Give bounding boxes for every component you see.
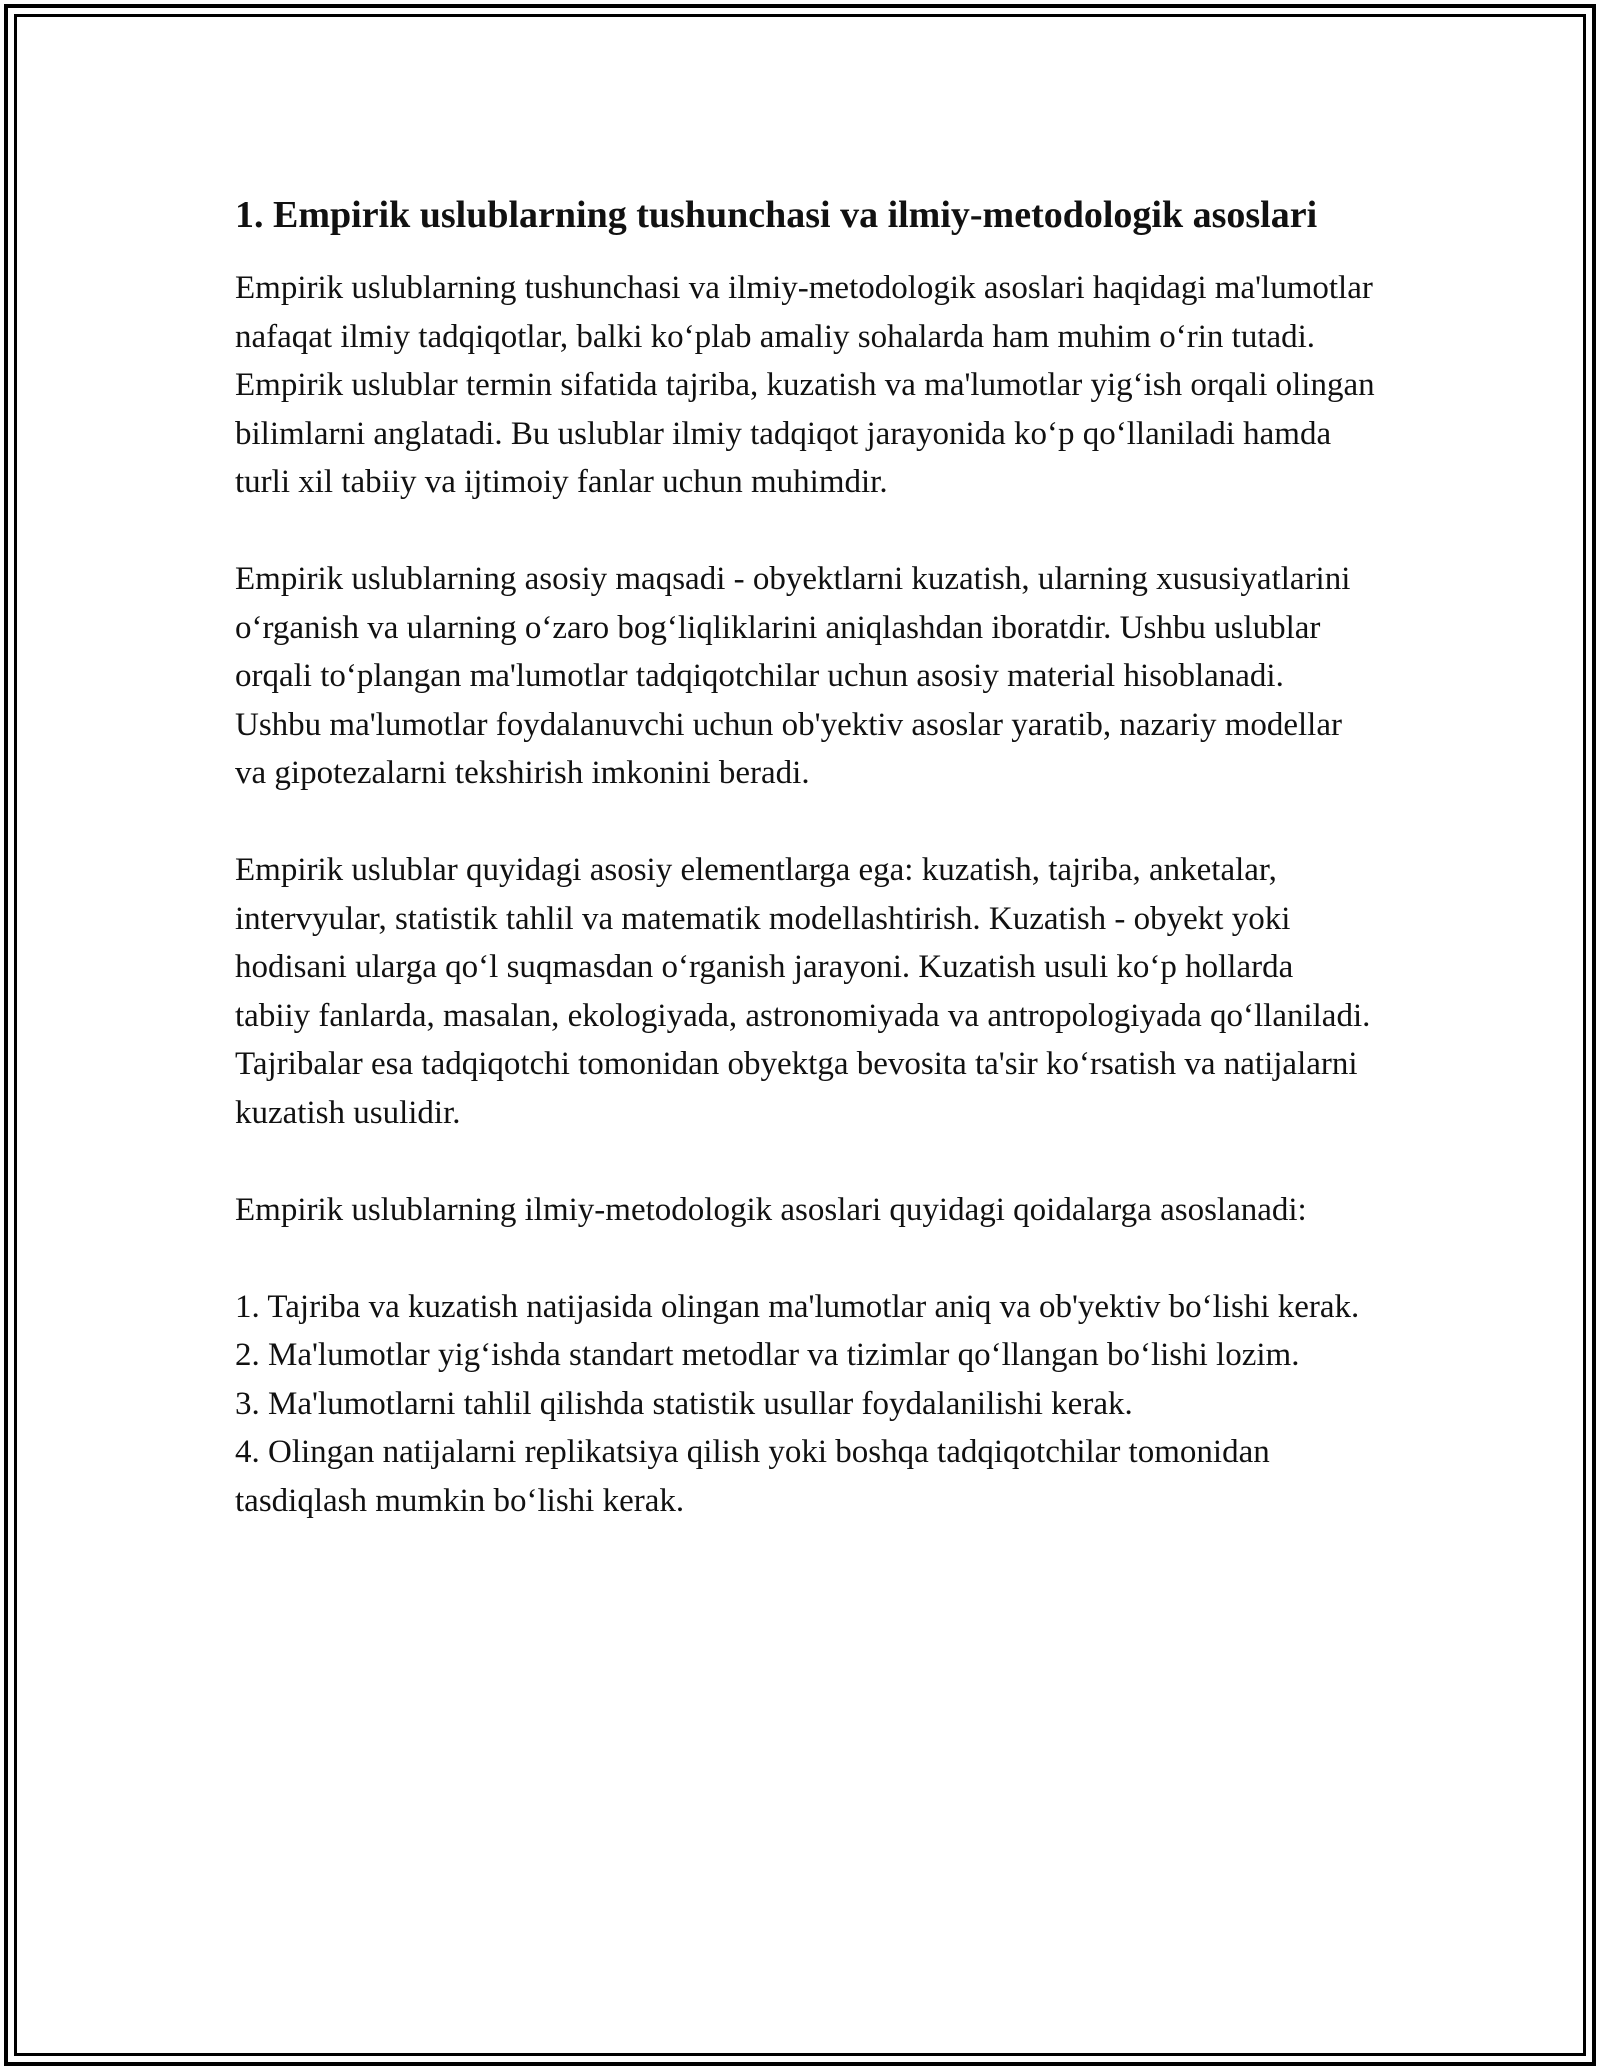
paragraph-definition: Empirik uslublarning tushunchasi va ilmiy-metodologik asoslari haqidagi ma'lumotlar nafaqat ilmiy tadqiqotlar, balki ko‘plab amaliy sohalarda ham muhim o‘rin tutadi. Empirik uslublar termin sifatida tajriba, kuzatish va ma'lumotlar yig‘ish orqali olingan bilimlarni anglatadi. Bu uslublar ilmiy tadqiqot jarayonida ko‘p qo‘llaniladi hamda turli xil tabiiy va ijtimoiy fanlar uchun muhimdir. [235, 270, 1375, 500]
section-heading: 1. Empirik uslublarning tushunchasi va ilmiy-metodologik asoslari [235, 194, 1318, 236]
list-item: 2. Ma'lumotlar yig‘ishda standart metodlar va tizimlar qo‘llangan bo‘lishi lozim. [235, 1337, 1300, 1373]
paragraph-purpose: Empirik uslublarning asosiy maqsadi - obyektlarni kuzatish, ularning xususiyatlarini o‘rganish va ularning o‘zaro bog‘liqliklarini aniqlashdan iboratdir. Ushbu uslublar orqali to‘plangan ma'lumotlar tadqiqotchilar uchun asosiy material hisoblanadi. Ushbu ma'lumotlar foydalanuvchi uchun ob'yektiv asoslar yaratib, nazariy modellar va gipotezalarni tekshirish imkonini beradi. [235, 561, 1351, 791]
principles-list [235, 1283, 1375, 1526]
list-item: 3. Ma'lumotlarni tahlil qilishda statistik usullar foydalanilishi kerak. [235, 1385, 1133, 1422]
document-body [235, 188, 1375, 1525]
paragraph-elements: Empirik uslublar quyidagi asosiy elementlarga ega: kuzatish, tajriba, anketalar, intervyular, statistik tahlil va matematik modellashtirish. Kuzatish - obyekt yoki hodisani ularga qo‘l suqmasdan o‘rganish jarayoni. Kuzatish usuli ko‘p hollarda tabiiy fanlarda, masalan, ekologiyada, astronomiyada va antropologiyada qo‘llaniladi. Tajribalar esa tadqiqotchi tomonidan obyektga bevosita ta'sir ko‘rsatish va natijalarni kuzatish usulidir. [235, 852, 1371, 1131]
list-item: 1. Tajriba va kuzatish natijasida olingan ma'lumotlar aniq va ob'yektiv bo‘lishi kerak. [235, 1288, 1360, 1325]
list-item: 4. Olingan natijalarni replikatsiya qilish yoki boshqa tadqiqotchilar tomonidan tasdiqlash mumkin bo‘lishi kerak. [235, 1434, 1270, 1519]
paragraph-principles-intro: Empirik uslublarning ilmiy-metodologik asoslari quyidagi qoidalarga asoslanadi: [235, 1191, 1307, 1228]
